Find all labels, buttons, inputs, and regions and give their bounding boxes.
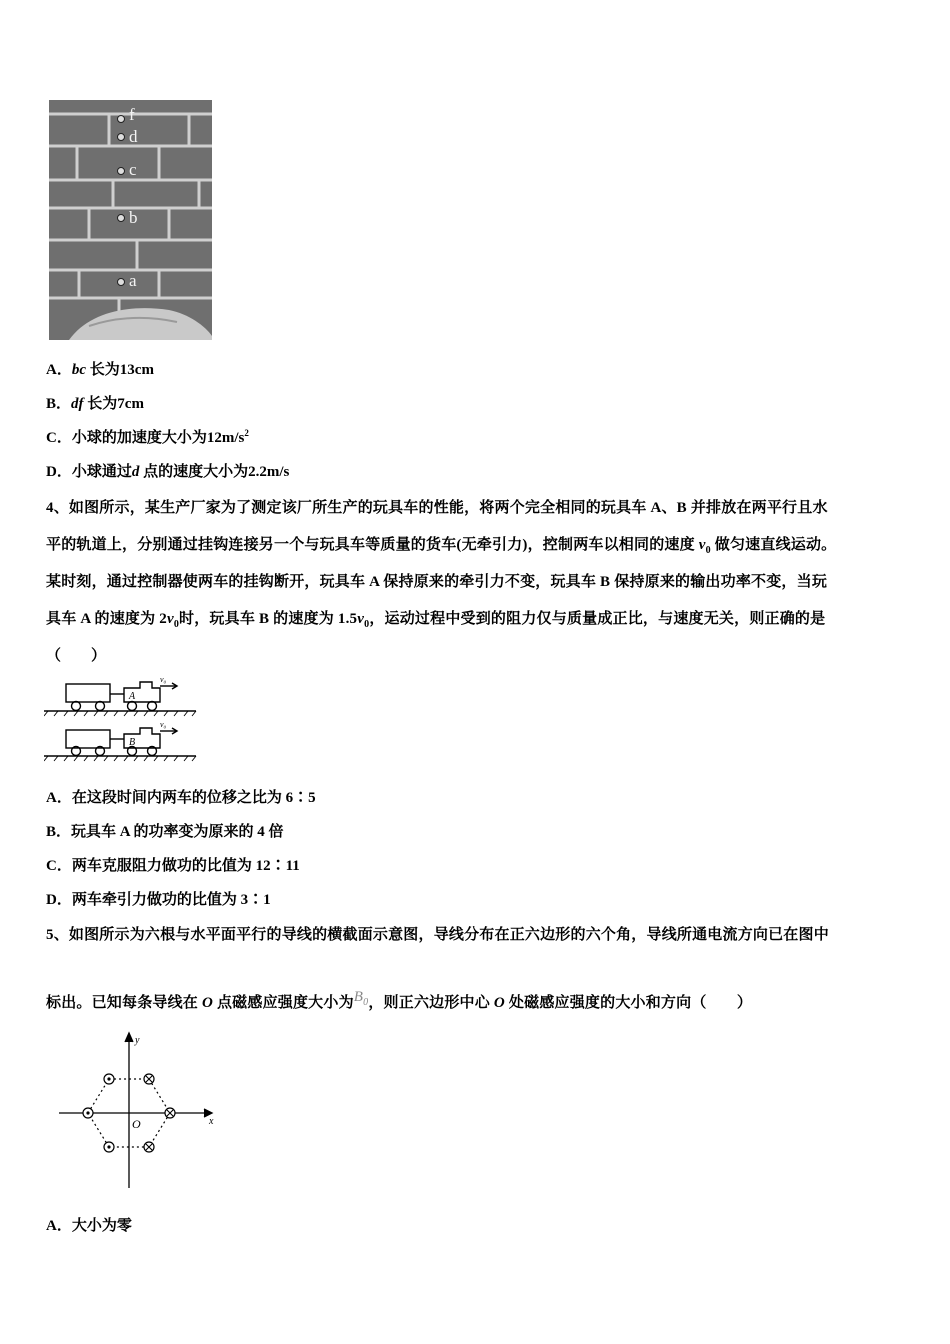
q4-option-c: C．两车克服阻力做功的比值为 12∶11 — [46, 858, 300, 874]
q4-option-d: D．两车牵引力做功的比值为 3∶1 — [46, 892, 271, 908]
q4-stem-line4: 具车 A 的速度为 $2v_0$时，玩具车 B 的速度为 $1.5v_0$，运动过程中受到的阻力仅与质量成正比，与速度无关，则正确的是 — [46, 611, 826, 630]
q3-option-c: C．小球的加速度大小为$12m/s^2$ — [46, 428, 249, 446]
q3-option-d: D．小球通过d 点的速度大小为2.2m/s — [46, 464, 290, 480]
label-a: a — [129, 271, 137, 290]
label-d: d — [129, 127, 138, 146]
q5-stem-line1: 5、如图所示为六根与水平面平行的导线的横截面示意图，导线分布在正六边形的六个角，导线所通电流方向已在图中 — [46, 927, 829, 943]
velocity-b-label: v₀ — [160, 720, 167, 729]
q4-stem-line3: 某时刻，通过控制器使两车的挂钩断开，玩具车 A 保持原来的牵引力不变，玩具车 B 保持原来的输出功率不变，当玩 — [46, 574, 828, 590]
velocity-a-label: v₀ — [160, 675, 167, 684]
q5-stem-line2: 标出。已知每条导线在 O 点磁感应强度大小为$B_0$，则正六边形中心 O 处磁感应强度的大小和方向（ ） — [46, 989, 753, 1011]
toy-car-figure — [44, 674, 200, 766]
b0-symbol: $B_0$ — [353, 989, 369, 1008]
origin-label: O — [132, 1117, 141, 1131]
q4-answer-bracket: （ ） — [46, 648, 107, 664]
y-axis-label: y — [135, 1035, 140, 1046]
q3-option-a: A．bc 长为13cm — [46, 362, 154, 378]
car-b-label: B — [129, 737, 136, 748]
q3-option-b: B．df 长为7cm — [46, 396, 144, 412]
label-c: c — [129, 160, 137, 179]
hexagon-wires-diagram — [54, 1030, 224, 1190]
label-b: b — [129, 208, 138, 227]
q4-stem-line2: 平的轨道上，分别通过挂钩连接另一个与玩具车等质量的货车(无牵引力)，控制两车以相同的速度 $v_0$ 做匀速直线运动。 — [46, 537, 837, 556]
toy-car-diagram — [44, 674, 200, 766]
q5-option-a: A．大小为零 — [46, 1218, 132, 1234]
q4-stem-line1: 4、如图所示，某生产厂家为了测定该厂所生产的玩具车的性能，将两个完全相同的玩具车 A、B 并排放在两平行且水 — [46, 500, 828, 516]
brick-wall-photo — [49, 100, 212, 340]
hexagon-wires-figure — [54, 1030, 224, 1190]
car-a-label: A — [129, 691, 136, 702]
x-axis-label: x — [209, 1116, 214, 1127]
q4-option-b: B．玩具车 A 的功率变为原来的 4 倍 — [46, 824, 284, 840]
q4-option-a: A．在这段时间内两车的位移之比为 6∶5 — [46, 790, 316, 806]
brick-wall-figure — [49, 100, 212, 340]
label-f: f — [129, 105, 135, 124]
